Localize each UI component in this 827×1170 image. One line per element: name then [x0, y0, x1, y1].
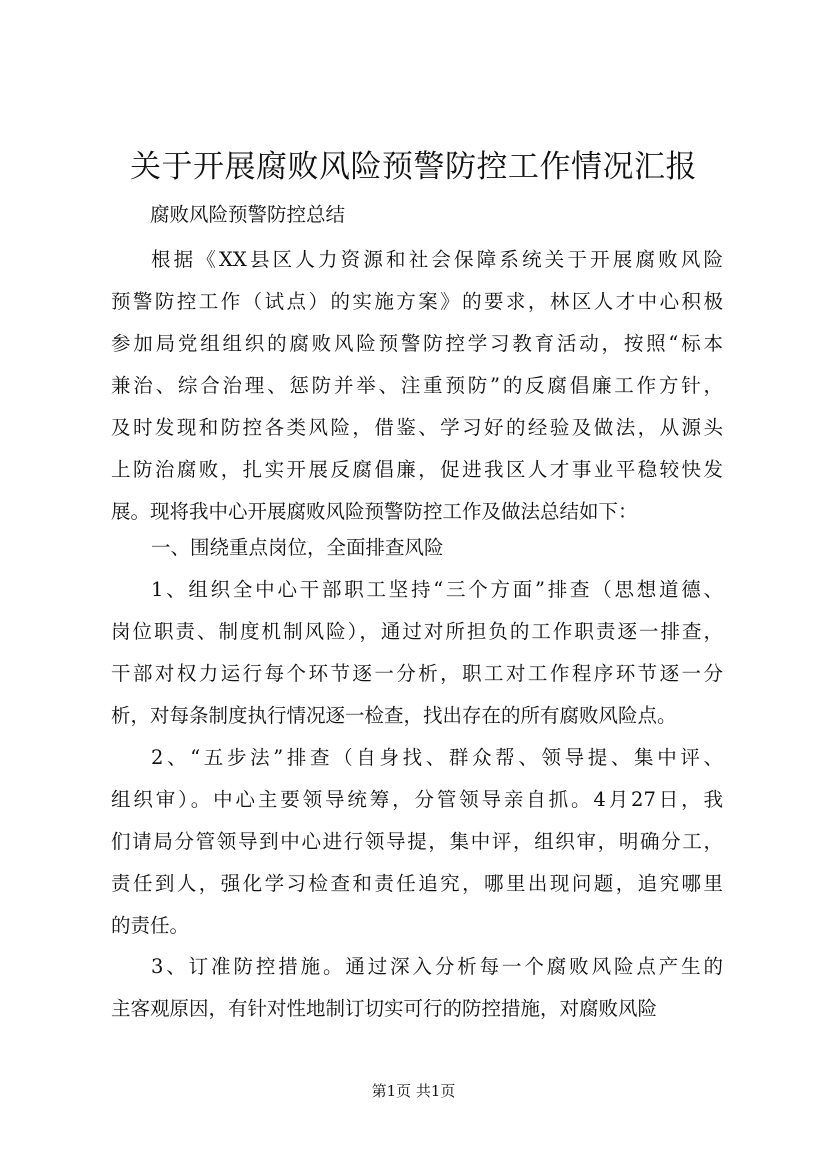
- paragraph: [111, 239, 723, 533]
- paragraph-line: 的责任。: [111, 914, 190, 937]
- document-title: 关于开展腐败风险预警防控工作情况汇报: [130, 149, 697, 185]
- document-subtitle: 腐败风险预警防控总结: [150, 203, 346, 226]
- paragraph-line: 析，对每条制度执行情况逐一检查，找出存在的所有腐败风险点。: [111, 704, 677, 727]
- paragraph-line: 及时发现和防控各类风险，借鉴、学习好的经验及做法，从源头: [111, 416, 723, 439]
- paragraph: [111, 737, 723, 947]
- page-footer: 第1页 共1页: [371, 1082, 456, 1100]
- paragraph-line: 上防治腐败，扎实开展反腐倡廉，促进我区人才事业平稳较快发: [111, 458, 723, 481]
- paragraph-line: 根据《XX县区人力资源和社会保障系统关于开展腐败风险: [151, 248, 723, 271]
- paragraph-line: 责任到人，强化学习检查和责任追究，哪里出现问题，追究哪里: [111, 872, 723, 895]
- paragraph: [111, 527, 723, 569]
- paragraph-line: 干部对权力运行每个环节逐一分析，职工对工作程序环节逐一分: [111, 662, 723, 685]
- paragraph-line: 主客观原因，有针对性地制订切实可行的防控措施，对腐败风险: [111, 997, 658, 1020]
- paragraph-line: 岗位职责、制度机制风险），通过对所担负的工作职责逐一排查，: [111, 620, 723, 643]
- paragraph-line: 预警防控工作（试点）的实施方案》的要求，林区人才中心积极: [111, 290, 723, 313]
- paragraph: [111, 569, 723, 737]
- paragraph-line: 参加局党组组织的腐败风险预警防控学习教育活动，按照“标本: [111, 332, 723, 355]
- paragraph-line: 3、订准防控措施。通过深入分析每一个腐败风险点产生的: [151, 955, 723, 978]
- paragraph-line: 们请局分管领导到中心进行领导提，集中评，组织审，明确分工，: [111, 830, 723, 853]
- paragraph-line: 兼治、综合治理、惩防并举、注重预防”的反腐倡廉工作方针，: [111, 374, 723, 397]
- paragraph: [111, 946, 723, 1030]
- paragraph-line: 展。现将我中心开展腐败风险预警防控工作及做法总结如下：: [111, 500, 638, 523]
- paragraph-line: 2、“五步法”排查（自身找、群众帮、领导提、集中评、: [151, 746, 723, 769]
- paragraph-line: 组织审）。中心主要领导统筹，分管领导亲自抓。4月27日，我: [111, 788, 723, 811]
- paragraph-line: 一、围绕重点岗位，全面排查风险: [151, 536, 444, 559]
- paragraph-line: 1、组织全中心干部职工坚持“三个方面”排查（思想道德、: [151, 578, 723, 601]
